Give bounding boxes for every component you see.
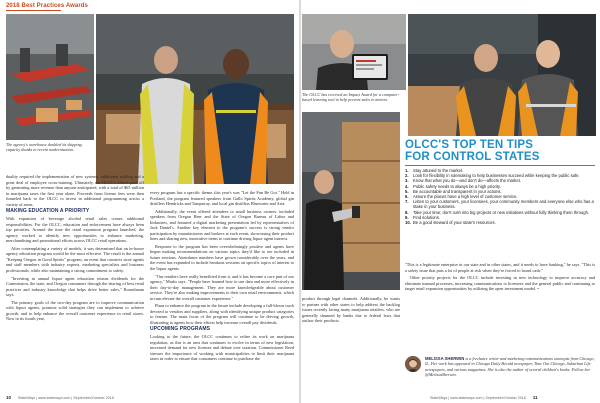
right-column-2 (405, 262, 595, 294)
vest-workers-photo (408, 14, 596, 136)
tip-text: Look for flexibility in rulemaking to help businesses succeed while keeping the public safe. (413, 173, 580, 179)
page-number: 10 (6, 395, 11, 400)
paragraph: "Investing in annual liquor agent education retains dividends for the Commission, the state, and Oregon consumers through the sharing of best retail practices and industry knowledge that helps drive better sales," Rosenbaum says. (6, 275, 144, 298)
author-bio (405, 356, 595, 377)
tip-number: 9. (405, 214, 409, 220)
right-column-1 (302, 296, 400, 326)
paragraph: Response to the program has been overwhelmingly positive and agents have begun making recommendations on various topics they'd like to see included in future sessions. Attendance numbers have grown considerably over the years, and the event has expanded to include breakout sessions on specific topics of interest to the liquor agents. (150, 243, 294, 271)
paragraph: The primary goals of the two-day program are to improve communication with liquor agents, promote solid strategies they can implement to achieve growth, and to help enhance the overall customer experience in retail stores. Now in its fourth year, (6, 299, 144, 322)
paragraph: After contemplating a variety of models, it was determined that an in-house agency education program would be the most effective. The result is the annual "Keeping Oregon in Good Spirits" program, an event that connects store agents and staff members with industry experts, marketing specialists and business professionals, while also maintaining a strong commitment to safety. (6, 245, 144, 273)
tip-number: 7. (405, 199, 409, 205)
tip-text: Stay attuned to the market. (413, 168, 464, 173)
tip-number: 4. (405, 183, 409, 189)
paragraph: Looking to the future, the OLCC continues to refine its work on marijuana regulation, as this is an area that continues to evolve in terms of new legislation, increased demand for new licenses and debate over taxation. Commissioner Reed stresses the importance of working with municipalities to limit their marijuana taxes in order to ensure that consumers continue to purchase the (150, 334, 294, 362)
spread-gutter (299, 0, 301, 403)
header-rule (6, 10, 61, 11)
tip-number: 6. (405, 194, 409, 200)
list-item (405, 199, 595, 209)
tip-number: 1. (405, 168, 409, 173)
author-name: MELISSA SHERWIN (425, 356, 465, 361)
footer-text: StateWays | www.stateways.com | September/October 2018 (17, 396, 114, 400)
tip-text: Listen to your customers, your licensees, your community members and everyone else who has a stake in your business. (413, 199, 594, 210)
paragraph: Additionally, the event offered attendees to small business owners: included speakers from Oregon Beer and the State of Oregon Bureau of Labor and Industries, and featured a digital marketing presentation led by representatives of Jack Daniel's. Another key element to the program's success is strong vendor participation by manufacturers and brokers at each event, showcasing their product lines and sharing new, innovative items to continue driving liquor agent interest. (150, 208, 294, 242)
tip-text: Public safety needs to always be a high priority. (413, 183, 501, 189)
left-column-2 (150, 190, 294, 364)
warehouse-photo (6, 14, 94, 140)
paragraph: Plans to enhance the program in the future include developing a full-blown track devoted to vendors and suppliers, along with identifying unique product categories to feature. The main focus of the program will continue to be driving growth, illustrating to agents how their efforts help increase overall pay dividends. (150, 303, 294, 325)
tip-text: Know that what you do—and don't do—affects the market. (413, 178, 522, 184)
tip-number: 8. (405, 209, 409, 215)
section-heading: UPCOMING PROGRAMS (150, 326, 211, 333)
tips-list (405, 168, 595, 225)
list-item (405, 220, 595, 225)
tip-text: Be accountable and transparent in your actions. (413, 188, 502, 194)
tip-text: Find solutions. (413, 214, 440, 220)
tip-text: Be a good steward of your state's resources. (413, 220, 496, 226)
paragraph: duality required the implementation of new systems, additional staffing and a great deal of employee cross-training. Ultimately, the OLCC's efforts paid off by generating more revenue than anyone anticipated, with a total of $65 million in marijuana taxes the first year alone. Proceeds from license fees were then funneled back to the OLCC to invest in additional programming across a variety of areas. (6, 174, 144, 207)
paragraph: product through legal channels. Additionally, he wants to partner with other states to help address the backlog issues recently facing many marijuana retailers, who are generally shunned by banks due to federal laws that outlaw their products. (302, 296, 400, 323)
paragraph: Other priority projects for the OLCC include investing in new technology to improve accuracy and eliminate manual processes, increasing communications to licensees and the general public and continuing to target retail expansion opportunities by utilizing the open investment model. • (405, 275, 595, 292)
paragraph: "This is a legitimate enterprise in our state and in other states, and it needs to have banking," he says. "This is a safety issue that puts a lot of people at risk when they're forced to hoard cash." (405, 262, 595, 273)
tips-title-line2: FOR CONTROL STATES (405, 150, 540, 163)
footer-text: StateWays | www.stateways.com | September/October 2018 (430, 396, 526, 400)
tip-number: 5. (405, 188, 409, 194)
tablet-photo (302, 14, 406, 90)
tips-rule (405, 165, 595, 166)
tip-number: 2. (405, 173, 409, 179)
left-footer (6, 395, 114, 400)
paragraph: "Our retailers have really benefitted from it, and it has become a core part of our agency," Marks says. "People have learned how to use data and more effectively in their day-to-day management. They are more knowledgeable about customer service. They're also making improvements to their own retail environments, which in turn elevate the overall customer experience." (150, 273, 294, 301)
tip-text: Take your time; don't rush into big projects or new initiatives without fully thinking them through. (413, 209, 590, 215)
tip-text: Assure the places have a high level of customer service. (413, 194, 518, 200)
scanning-photo (302, 112, 400, 290)
tips-sidebar (405, 140, 595, 260)
author-description: is a freelance writer and marketing communications strategist from Chicago, IL. Her work has appeared in Chicago Daily Herald newspaper, Time Out Chicago, Suburban Life newspapers, and various magazines. She is also the author of several children's books. Follow her @MelissaSherwin. (425, 356, 595, 377)
author-avatar (405, 356, 421, 372)
section-heading: MAKING EDUCATION A PRIORITY (6, 208, 90, 215)
right-footer (430, 395, 537, 400)
paragraph: With expansion of beverage alcohol retail sales comes additional responsibilities. For the OLCC, education and enforcement have always been top priorities. Around the time the retail expansion program launched, the agency worked to identify new opportunities to enhance marketing, merchandising and promotional efforts across OLCC retail operations. (6, 216, 144, 244)
tip-number: 3. (405, 178, 409, 184)
workers-photo (96, 14, 294, 184)
tips-title-line1: OLCC'S TOP TEN TIPS (405, 139, 534, 151)
page-number: 11 (532, 395, 538, 400)
section-header: 2018 Best Practices Awards (6, 3, 88, 9)
right-photo-caption: The OLCC has received an Impact Award for a computer-based learning tool to help prevent sales to minors. (302, 92, 400, 103)
tip-number: 10. (405, 220, 411, 226)
paragraph: every program has a specific theme–this year's was "Let the Fun Be Got." Held in Portland, the program featured speakers from Gallo Spirits Academy, global gin distillers Hendricks and Tanqueray, and local gin distillers Bluewater and Aria. (150, 190, 294, 206)
left-column-1 (6, 174, 144, 324)
left-photo-caption: The agency's warehouse doubled its shipping capacity thanks to recent modernization. (6, 142, 82, 153)
